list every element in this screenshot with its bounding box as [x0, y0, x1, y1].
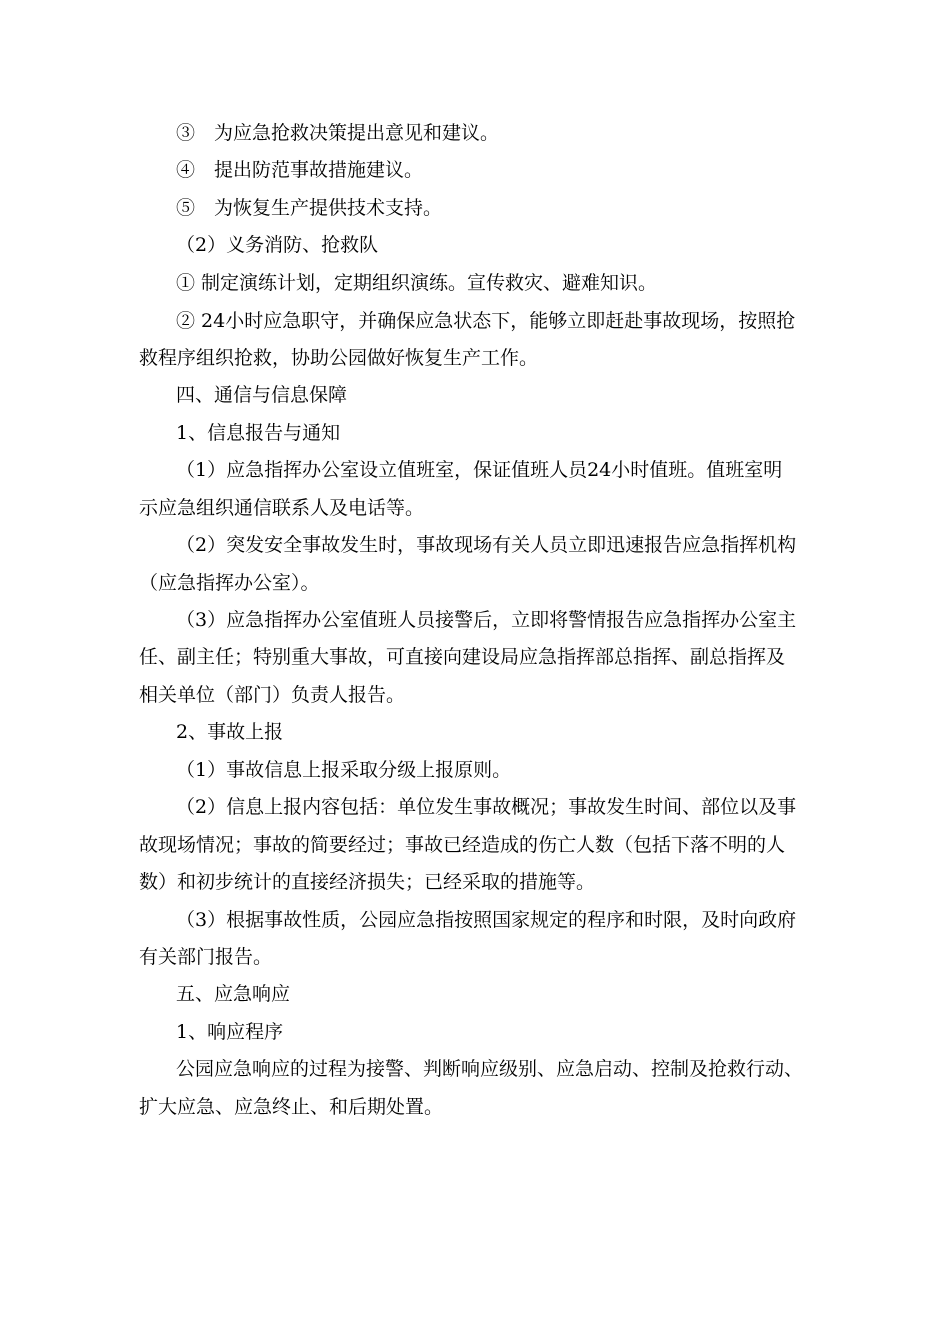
text-line: ③ 为应急抢救决策提出意见和建议。	[176, 122, 500, 144]
text-line: 公园应急响应的过程为接警、判断响应级别、应急启动、控制及抢救行动、	[176, 1058, 804, 1080]
text-line: （2）突发安全事故发生时，事故现场有关人员立即迅速报告应急指挥机构	[176, 534, 797, 556]
text-line: 扩大应急、应急终止、和后期处置。	[139, 1096, 444, 1118]
text-line: （1）事故信息上报采取分级上报原则。	[176, 759, 512, 781]
text-line: 数）和初步统计的直接经济损失；已经采取的措施等。	[139, 871, 596, 893]
section-heading: （2）义务消防、抢救队	[176, 234, 379, 256]
text-line: ① 制定演练计划，定期组织演练。宣传救灾、避难知识。	[176, 272, 658, 294]
text-line: （2）信息上报内容包括：单位发生事故概况；事故发生时间、部位以及事	[176, 796, 797, 818]
text-line: 示应急组织通信联系人及电话等。	[139, 497, 425, 519]
text-line: （应急指挥办公室）。	[139, 572, 320, 594]
text-line: 有关部门报告。	[139, 946, 273, 968]
section-heading: 五、应急响应	[176, 983, 291, 1005]
section-heading: 2、事故上报	[176, 721, 284, 743]
text-line: ④ 提出防范事故措施建议。	[176, 159, 424, 181]
text-line: （1）应急指挥办公室设立值班室，保证值班人员24小时值班。值班室明	[176, 459, 783, 481]
text-line: ⑤ 为恢复生产提供技术支持。	[176, 197, 443, 219]
section-heading: 1、信息报告与通知	[176, 422, 341, 444]
text-line: 救程序组织抢救，协助公园做好恢复生产工作。	[139, 347, 539, 369]
text-line: 故现场情况；事故的简要经过；事故已经造成的伤亡人数（包括下落不明的人	[139, 834, 786, 856]
text-line: （3）根据事故性质，公园应急指按照国家规定的程序和时限，及时向政府	[176, 909, 797, 931]
section-heading: 四、通信与信息保障	[176, 384, 348, 406]
text-line: 任、副主任；特别重大事故，可直接向建设局应急指挥部总指挥、副总指挥及	[139, 646, 786, 668]
text-line: （3）应急指挥办公室值班人员接警后，立即将警情报告应急指挥办公室主	[176, 609, 797, 631]
text-line: ② 24小时应急职守，并确保应急状态下，能够立即赶赴事故现场，按照抢	[176, 310, 796, 332]
text-line: 相关单位（部门）负责人报告。	[139, 684, 406, 706]
section-heading: 1、响应程序	[176, 1021, 284, 1043]
